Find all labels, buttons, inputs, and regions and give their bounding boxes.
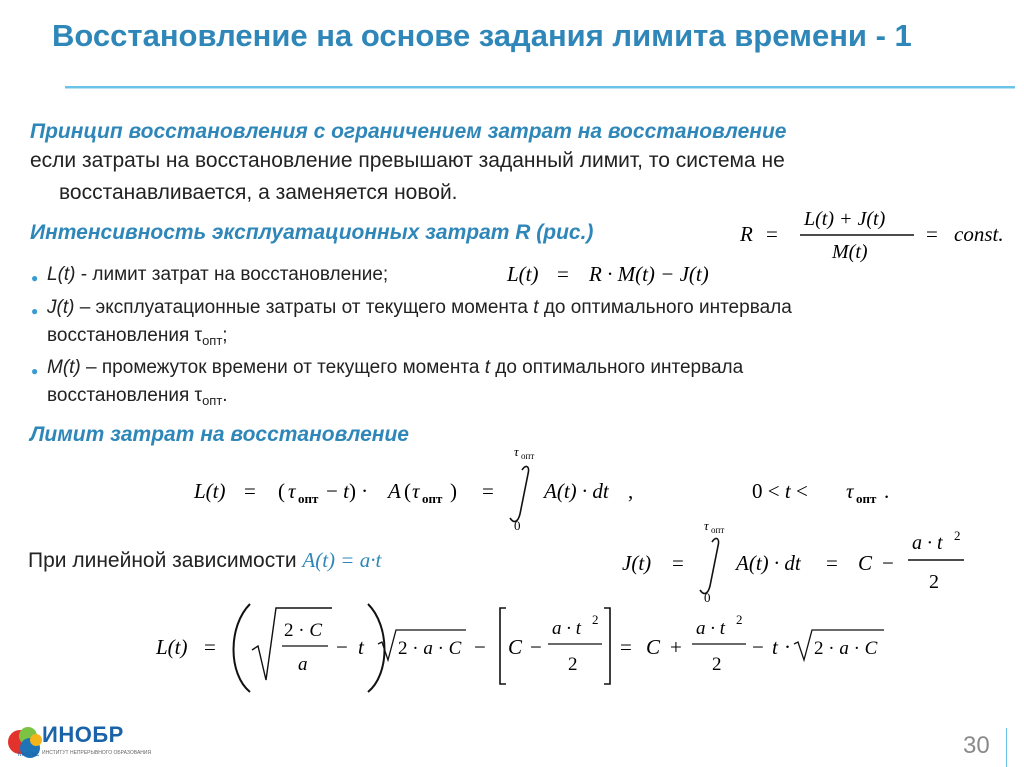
svg-text:−: −	[474, 635, 486, 659]
svg-text:t: t	[772, 635, 778, 659]
svg-text:2 · C: 2 · C	[284, 620, 323, 641]
svg-text:2 · a · C: 2 · a · C	[814, 638, 878, 659]
page-number: 30	[963, 732, 990, 759]
svg-text:·: ·	[784, 635, 791, 659]
svg-text:a · t: a · t	[696, 618, 726, 639]
svg-text:): )	[450, 479, 457, 503]
svg-text:опт: опт	[711, 525, 725, 535]
svg-text:τ: τ	[704, 518, 709, 533]
svg-text:0: 0	[704, 590, 711, 605]
svg-text:− t) ·: − t) ·	[326, 479, 369, 503]
principle-heading: Принцип восстановления с ограничением затрат на восстановление	[30, 120, 787, 143]
bullet-dot: ●	[31, 364, 39, 378]
svg-text:=: =	[204, 635, 216, 659]
svg-text:2: 2	[736, 612, 743, 627]
svg-text:a: a	[298, 654, 308, 675]
svg-text:−: −	[752, 635, 764, 659]
svg-text:A(t) · dt: A(t) · dt	[544, 479, 609, 503]
svg-text:опт: опт	[521, 451, 535, 461]
svg-text:2: 2	[592, 612, 599, 627]
svg-text:const.: const.	[954, 222, 1004, 246]
svg-text:=: =	[766, 222, 778, 246]
principle-line-2: восстанавливается, а заменяется новой.	[59, 181, 458, 204]
title-divider	[65, 86, 1015, 89]
limit-heading: Лимит затрат на восстановление	[30, 423, 409, 446]
svg-text:−: −	[336, 635, 348, 659]
svg-text:t: t	[358, 635, 364, 659]
formula-l-r	[505, 256, 755, 292]
logo-name: ИНОБР	[42, 722, 124, 747]
svg-text:−: −	[530, 635, 542, 659]
svg-text:=: =	[620, 635, 632, 659]
bullet-m-line2: восстановления $\tau_{опт}$.	[47, 385, 228, 408]
footer-divider	[1006, 728, 1007, 767]
svg-text:.: .	[884, 479, 890, 503]
svg-text:+: +	[670, 635, 682, 659]
svg-text:a · t: a · t	[552, 618, 582, 639]
svg-text:(: (	[404, 479, 411, 503]
bullet-l-text: L(t) - лимит затрат на восстановление;	[47, 264, 389, 285]
bullet-m-text: M(t) – промежуток времени от текущего момента t до оптимального интервала	[47, 357, 744, 378]
inobr-logo	[6, 720, 156, 764]
logo-small: МИСиС	[18, 752, 40, 758]
svg-text:=: =	[557, 262, 569, 286]
svg-text:2: 2	[929, 571, 939, 593]
svg-text:опт: опт	[856, 491, 877, 506]
svg-text:R: R	[740, 222, 753, 246]
svg-text:=: =	[672, 551, 684, 575]
svg-text:=: =	[826, 551, 838, 575]
svg-text:−: −	[882, 551, 894, 575]
svg-text:опт: опт	[422, 491, 443, 506]
svg-text:τ: τ	[514, 444, 519, 459]
bullet-dot: ●	[31, 304, 39, 318]
svg-text:a · t: a · t	[912, 532, 943, 554]
bullet-j-text: J(t) – эксплуатационные затраты от текущего момента t до оптимального интервала	[47, 297, 792, 318]
svg-text:=: =	[244, 479, 256, 503]
svg-text:0: 0	[514, 518, 521, 533]
svg-text:L(t): L(t)	[156, 635, 188, 659]
svg-text:2: 2	[712, 654, 722, 675]
svg-text:C: C	[508, 635, 523, 659]
principle-line-1: если затраты на восстановление превышают заданный лимит, то система не	[30, 149, 785, 172]
formula-limit-linear	[150, 596, 910, 696]
slide-title: Восстановление на основе задания лимита времени - 1	[52, 18, 912, 53]
svg-text:=: =	[482, 479, 494, 503]
svg-text:R · M(t) − J(t): R · M(t) − J(t)	[589, 262, 709, 286]
linear-text: При линейной зависимости A(t) = a·t	[28, 548, 382, 572]
logo-tagline: ИНСТИТУТ НЕПРЕРЫВНОГО ОБРАЗОВАНИЯ	[42, 750, 152, 756]
svg-text:2: 2	[954, 528, 961, 543]
bullet-dot: ●	[31, 271, 39, 285]
svg-text:A: A	[388, 479, 401, 503]
svg-text:(: (	[278, 479, 285, 503]
svg-text:M(t): M(t)	[832, 241, 868, 263]
svg-text:τ: τ	[412, 479, 420, 503]
svg-text:L(t) + J(t): L(t) + J(t)	[804, 208, 886, 230]
svg-text:,: ,	[628, 479, 634, 503]
svg-text:τ: τ	[288, 479, 296, 503]
svg-text:A(t) · dt: A(t) · dt	[736, 551, 801, 575]
intensity-heading: Интенсивность эксплуатационных затрат R (рис.)	[30, 221, 594, 244]
svg-text:2: 2	[568, 654, 578, 675]
svg-text:2 · a · C: 2 · a · C	[398, 638, 462, 659]
svg-text:τ: τ	[846, 479, 854, 503]
svg-text:C: C	[646, 635, 661, 659]
formula-r	[738, 202, 1022, 264]
svg-text:L(t): L(t)	[194, 479, 226, 503]
svg-text:C: C	[858, 551, 873, 575]
svg-text:опт: опт	[298, 491, 319, 506]
svg-text:0 < t <: 0 < t <	[752, 479, 808, 503]
svg-text:J(t): J(t)	[622, 551, 652, 575]
bullet-j-line2: восстановления $\tau_{опт}$;	[47, 325, 228, 348]
svg-text:L(t): L(t)	[507, 262, 539, 286]
svg-text:=: =	[926, 222, 938, 246]
